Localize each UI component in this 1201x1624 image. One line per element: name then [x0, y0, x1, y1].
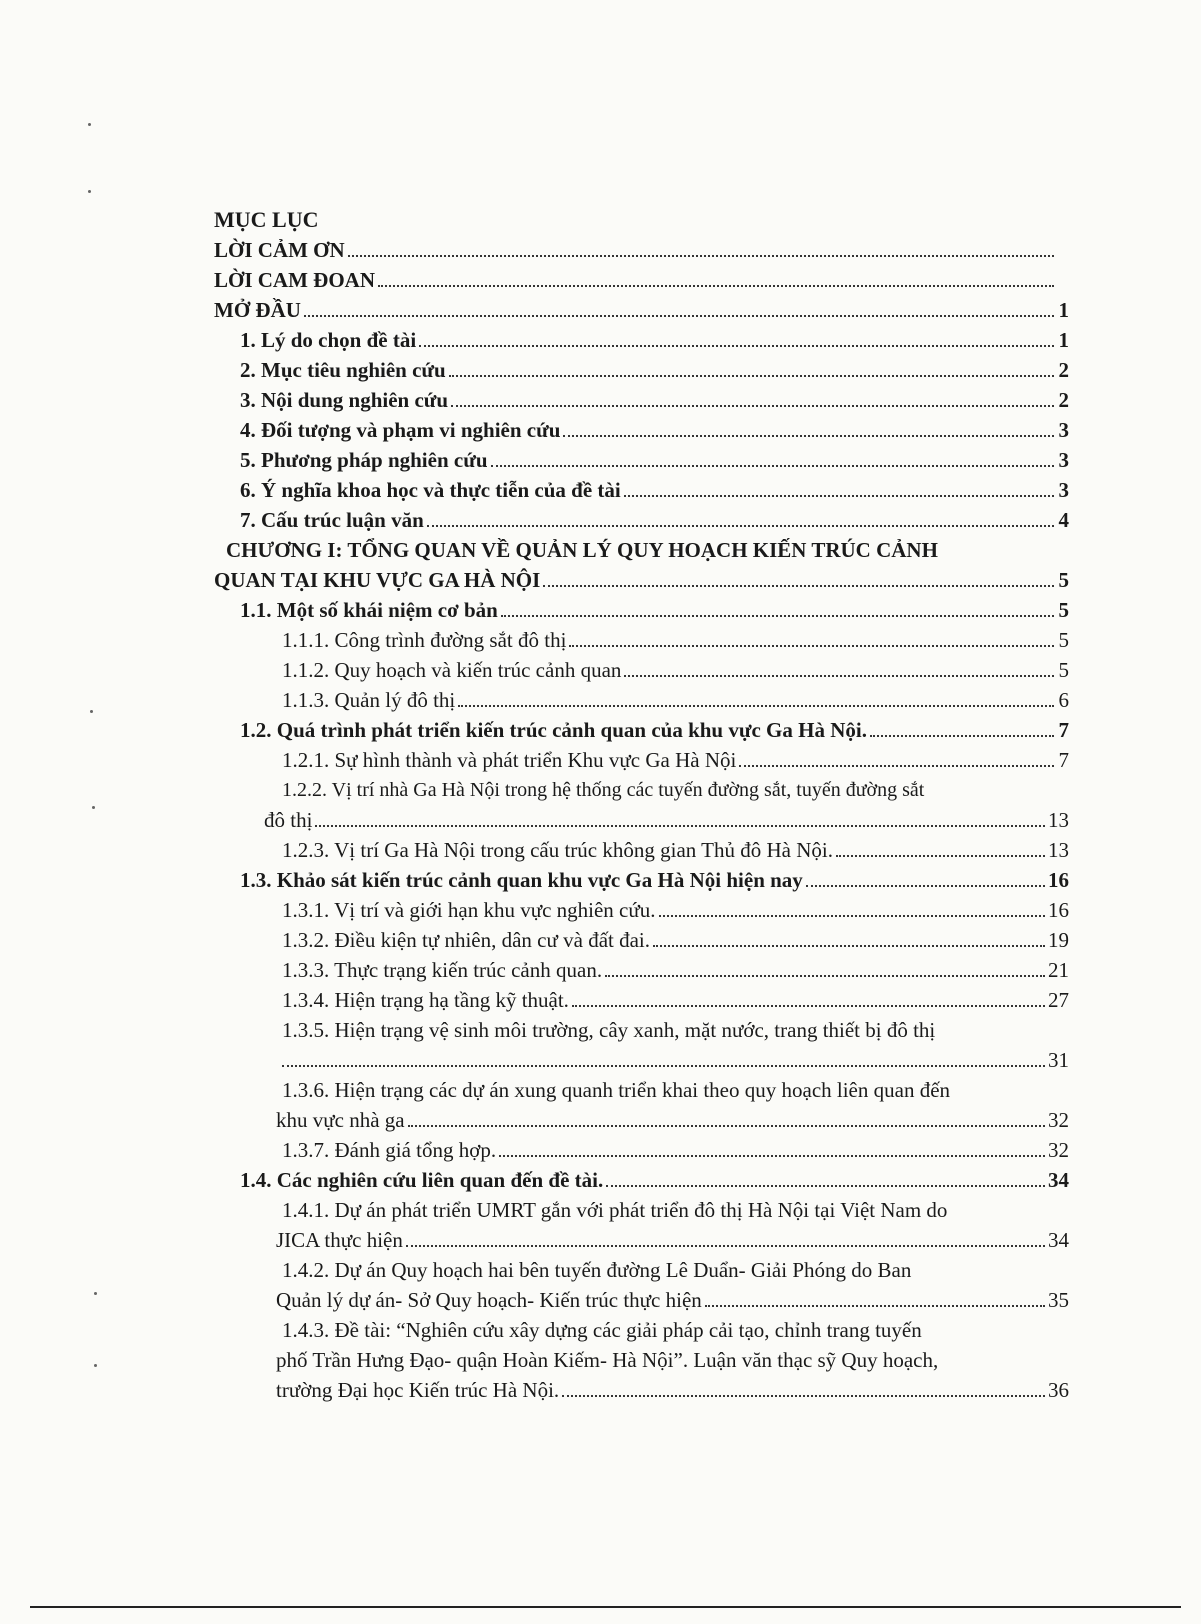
toc-entry: 1.1.3. Quản lý đô thị 6: [282, 688, 1069, 712]
toc-entry: 1.2. Quá trình phát triển kiến trúc cảnh quan của khu vực Ga Hà Nội. 7: [240, 718, 1069, 742]
toc-entry-line: 1.4.2. Dự án Quy hoạch hai bên tuyến đường Lê Duẩn- Giải Phóng do Ban: [282, 1258, 912, 1282]
toc-entry: 2. Mục tiêu nghiên cứu 2: [240, 358, 1069, 382]
toc-entry: 31: [214, 1045, 1069, 1075]
toc-entry: khu vực nhà ga 32: [276, 1108, 1069, 1132]
toc-entry: 1.1. Một số khái niệm cơ bản 5: [240, 598, 1069, 622]
chapter-heading: CHƯƠNG I: TỔNG QUAN VỀ QUẢN LÝ QUY HOẠCH KIẾN TRÚC CẢNH: [226, 538, 938, 562]
scan-speck: [90, 710, 93, 713]
toc-entry-line: 1.4.1. Dự án phát triển UMRT gắn với phát triển đô thị Hà Nội tại Việt Nam do: [282, 1198, 948, 1222]
toc-title: MỤC LỤC: [214, 207, 319, 232]
toc-entry: 1.1.1. Công trình đường sắt đô thị 5: [282, 628, 1069, 652]
scan-speck: [94, 1364, 97, 1367]
toc-entry: 1. Lý do chọn đề tài 1: [240, 328, 1069, 352]
table-of-contents: [214, 205, 1069, 1405]
toc-entry: 1.2.3. Vị trí Ga Hà Nội trong cấu trúc không gian Thủ đô Hà Nội. 13: [282, 838, 1069, 862]
toc-entry: 1.2.1. Sự hình thành và phát triển Khu vực Ga Hà Nội 7: [282, 748, 1069, 772]
scan-speck: [92, 806, 95, 809]
toc-entry: đô thị 13: [264, 808, 1069, 832]
scan-speck: [88, 190, 91, 193]
toc-entry: 7. Cấu trúc luận văn 4: [240, 508, 1069, 532]
toc-entry: LỜI CAM ĐOAN: [214, 265, 1069, 295]
toc-entry: trường Đại học Kiến trúc Hà Nội. 36: [276, 1378, 1069, 1402]
toc-entry: 6. Ý nghĩa khoa học và thực tiễn của đề tài 3: [240, 478, 1069, 502]
bottom-rule: [30, 1606, 1181, 1608]
toc-entry: 1.1.2. Quy hoạch và kiến trúc cảnh quan 5: [282, 658, 1069, 682]
toc-entry: 1.3.7. Đánh giá tổng hợp. 32: [282, 1138, 1069, 1162]
toc-entry: 1.3.2. Điều kiện tự nhiên, dân cư và đất đai. 19: [282, 928, 1069, 952]
toc-entry: JICA thực hiện 34: [276, 1228, 1069, 1252]
toc-entry: 3. Nội dung nghiên cứu 2: [240, 388, 1069, 412]
toc-entry: 1.4. Các nghiên cứu liên quan đến đề tài. 34: [240, 1168, 1069, 1192]
toc-entry: Quản lý dự án- Sở Quy hoạch- Kiến trúc thực hiện 35: [276, 1288, 1069, 1312]
toc-entry: 1.3. Khảo sát kiến trúc cảnh quan khu vực Ga Hà Nội hiện nay 16: [240, 868, 1069, 892]
toc-entry-line: 1.3.6. Hiện trạng các dự án xung quanh triển khai theo quy hoạch liên quan đến: [282, 1078, 951, 1102]
scan-speck: [88, 123, 91, 126]
toc-entry: 1.3.3. Thực trạng kiến trúc cảnh quan. 21: [282, 958, 1069, 982]
toc-entry: QUAN TẠI KHU VỰC GA HÀ NỘI 5: [214, 568, 1069, 592]
toc-entry-line: 1.4.3. Đề tài: “Nghiên cứu xây dựng các giải pháp cải tạo, chỉnh trang tuyến: [282, 1318, 922, 1342]
toc-entry: 1.3.4. Hiện trạng hạ tầng kỹ thuật. 27: [282, 988, 1069, 1012]
toc-entry: LỜI CẢM ƠN: [214, 235, 1069, 265]
toc-entry: MỞ ĐẦU 1: [214, 298, 1069, 322]
toc-entry: 5. Phương pháp nghiên cứu 3: [240, 448, 1069, 472]
toc-entry: 1.3.1. Vị trí và giới hạn khu vực nghiên cứu. 16: [282, 898, 1069, 922]
toc-entry-line: 1.3.5. Hiện trạng vệ sinh môi trường, cây xanh, mặt nước, trang thiết bị đô thị: [282, 1018, 936, 1042]
scan-speck: [94, 1292, 97, 1295]
toc-entry-line: phố Trần Hưng Đạo- quận Hoàn Kiếm- Hà Nội”. Luận văn thạc sỹ Quy hoạch,: [276, 1348, 939, 1372]
toc-entry-line: 1.2.2. Vị trí nhà Ga Hà Nội trong hệ thống các tuyến đường sắt, tuyến đường sắt: [282, 779, 925, 801]
toc-entry: 4. Đối tượng và phạm vi nghiên cứu 3: [240, 418, 1069, 442]
